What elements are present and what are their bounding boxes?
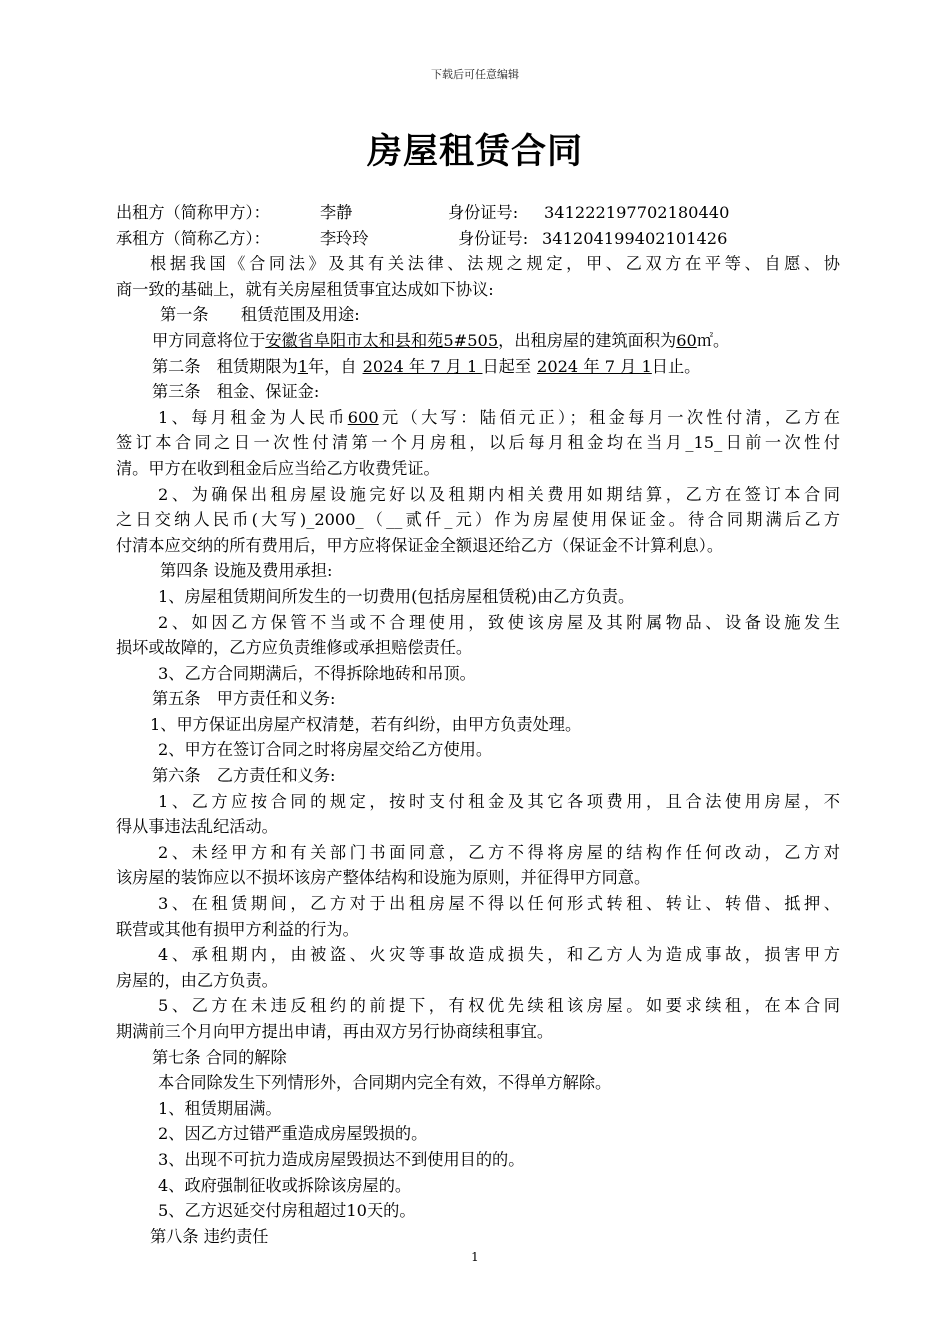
article-6-heading: 第六条 乙方责任和义务: [152, 766, 336, 786]
article-1-text [116, 328, 840, 354]
contract-body [116, 200, 840, 1249]
party-a-name: 李静 [320, 203, 353, 222]
article-6-item-4-line-2: 房屋的，由乙方负责。 [116, 970, 278, 990]
article-6-item-5-line-2: 期满前三个月向甲方提出申请，再由双方另行协商续租事宜。 [116, 1022, 554, 1041]
art1-pre: 甲方同意将位于 [152, 330, 266, 350]
article-1-heading: 第一条 租赁范围及用途: [160, 305, 360, 325]
article-5-heading: 第五条 甲方责任和义务: [152, 689, 336, 709]
article-4-item-2-line-2: 损坏或故障的，乙方应负责维修或承担赔偿责任。 [116, 638, 473, 658]
article-4-heading: 第四条 设施及费用承担: [160, 561, 333, 581]
art3-p1-post: 元（大写：陆佰元正）；租金每月一次性付清，乙方在 [378, 407, 840, 427]
party-b-label: 承租方（简称乙方）： [116, 228, 270, 248]
article-6-item-1-line-1: 1、乙方应按合同的规定，按时支付租金及其它各项费用，且合法使用房屋，不 [158, 791, 840, 811]
article-3-p2-line-3: 付清本应交纳的所有费用后，甲方应将保证金全额退还给乙方（保证金不计算利息）。 [116, 535, 724, 555]
article-2-text [116, 354, 840, 380]
article-4-item-1: 1、房屋租赁期间所发生的一切费用(包括房屋租赁税)由乙方负责。 [158, 586, 635, 606]
art1-mid: ，出租房屋的建筑面积为 [498, 330, 677, 350]
lease-years: 1 [297, 356, 308, 376]
article-3-p1-line-3: 清。甲方在收到租金后应当给乙方收费凭证。 [116, 458, 440, 478]
article-6-item-1-line-2: 得从事违法乱纪活动。 [116, 817, 278, 837]
party-b-line [116, 226, 840, 252]
art3-p1-pre: 1、每月租金为人民币 [158, 407, 348, 427]
article-6-item-5-line-1: 5、乙方在未违反租约的前提下，有权优先续租该房屋。如要求续租，在本合同 [158, 996, 840, 1016]
art2-post: 日止。 [651, 356, 701, 376]
article-3-heading: 第三条 租金、保证金: [152, 382, 320, 402]
party-b-name: 李玲玲 [320, 228, 369, 248]
article-4-item-2-line-1: 2、如因乙方保管不当或不合理使用，致使该房屋及其附属物品、设备设施发生 [158, 612, 840, 632]
article-7-item: 2、因乙方过错严重造成房屋毁损的。 [158, 1124, 428, 1144]
intro-line-1: 根据我国《合同法》及其有关法律、法规之规定，甲、乙双方在平等、自愿、协 [150, 254, 840, 274]
article-3-p2-line-1: 2、为确保出租房屋设施完好以及租期内相关费用如期结算，乙方在签订本合同 [158, 484, 840, 504]
property-address: 安徽省阜阳市太和县和苑5#505 [265, 330, 499, 350]
lease-start-date: 2024 年 7 月 1 [362, 356, 483, 376]
party-a-id-label: 身份证号: [448, 203, 519, 222]
article-6-item-3-line-1: 3、在租赁期间，乙方对于出租房屋不得以任何形式转租、转让、转借、抵押、 [158, 894, 840, 914]
article-7-item: 3、出现不可抗力造成房屋毁损达不到使用目的的。 [158, 1149, 525, 1169]
party-a-id-value: 341222197702180440 [544, 203, 730, 222]
article-7-intro: 本合同除发生下列情形外，合同期内完全有效，不得单方解除。 [158, 1073, 612, 1093]
art2-mid2: 日起至 [482, 356, 532, 376]
contract-title: 房屋租赁合同 [366, 132, 583, 172]
article-7-item: 5、乙方迟延交付房租超过10天的。 [158, 1201, 416, 1221]
article-6-item-4-line-1: 4、承租期内，由被盗、火灾等事故造成损失，和乙方人为造成事故，损害甲方 [158, 945, 840, 965]
article-5-item-1: 1、甲方保证出房屋产权清楚，若有纠纷，由甲方负责处理。 [150, 714, 582, 734]
party-b-id-label: 身份证号: [458, 228, 529, 248]
article-6-item-3-line-2: 联营或其他有损甲方利益的行为。 [116, 919, 359, 939]
property-area: 60 [676, 330, 697, 350]
article-3-p1-line-1 [116, 405, 840, 431]
party-b-id-value: 341204199402101426 [542, 228, 728, 248]
article-6-item-2-line-2: 该房屋的装饰应以不损坏该房产整体结构和设施为原则，并征得甲方同意。 [116, 868, 651, 888]
page-number: 1 [471, 1250, 479, 1264]
article-7-item: 4、政府强制征收或拆除该房屋的。 [158, 1175, 412, 1195]
party-a-label: 出租方（简称甲方）： [116, 203, 270, 222]
art2-mid1: 年，自 [308, 356, 357, 376]
art2-pre: 第二条 租赁期限为 [152, 356, 298, 376]
article-6-item-2-line-1: 2、未经甲方和有关部门书面同意，乙方不得将房屋的结构作任何改动，乙方对 [158, 842, 840, 862]
art1-end: ㎡。 [696, 330, 730, 350]
article-4-item-3: 3、乙方合同期满后，不得拆除地砖和吊顶。 [158, 663, 476, 683]
lease-end-date: 2024 年 7 月 1 [537, 356, 652, 376]
article-7-item: 1、租赁期届满。 [158, 1098, 282, 1118]
party-a-line [116, 200, 840, 226]
article-3-p2-line-2: 之日交纳人民币(大写)_2000_（__贰仟_元）作为房屋使用保证金。待合同期满后乙方 [116, 510, 840, 530]
intro-line-2: 商一致的基础上，就有关房屋租赁事宜达成如下协议: [116, 279, 494, 299]
header-note: 下载后可任意编辑 [431, 68, 519, 81]
monthly-rent: 600 [347, 407, 379, 427]
article-3-p1-line-2: 签订本合同之日一次性付清第一个月房租，以后每月租金均在当月_15_日前一次性付 [116, 433, 840, 453]
article-7-heading: 第七条 合同的解除 [152, 1047, 287, 1067]
article-8-heading: 第八条 违约责任 [150, 1226, 269, 1246]
article-5-item-2: 2、甲方在签订合同之时将房屋交给乙方使用。 [158, 740, 493, 760]
